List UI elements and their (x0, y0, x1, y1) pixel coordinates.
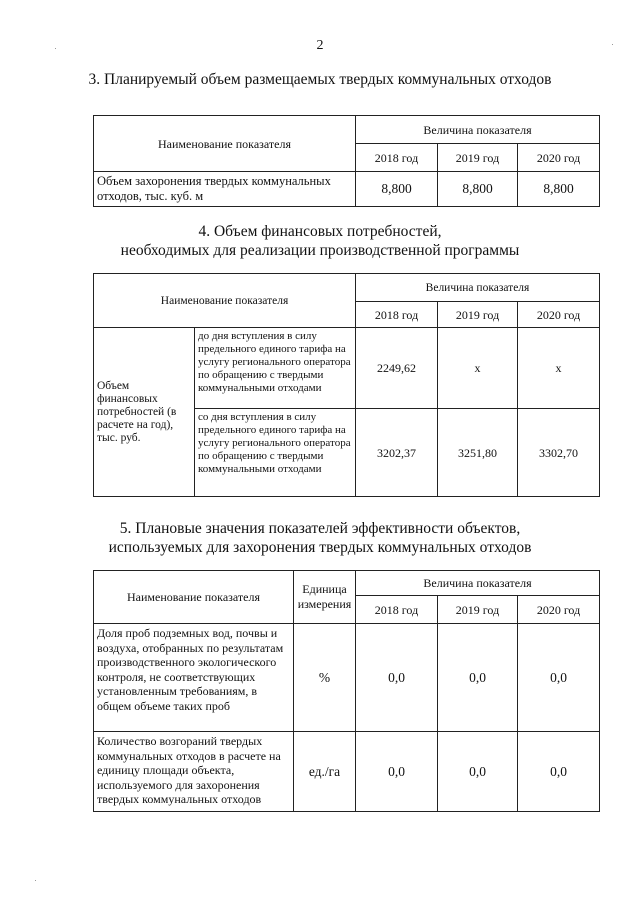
s3-value-2020: 8,800 (518, 172, 600, 207)
s5-row-2-value-2019: 0,0 (438, 732, 518, 812)
s3-year-2019: 2019 год (438, 144, 518, 172)
s4-row-2-label: со дня вступления в силу предельного единого тарифа на услугу регионального оператора по обращению с твердыми коммунальными отходами (195, 409, 356, 497)
s5-name-header: Наименование показателя (94, 571, 294, 624)
s4-value-header: Величина показателя (356, 274, 600, 302)
s4-row-2-value-2018: 3202,37 (356, 409, 438, 497)
s3-value-2019: 8,800 (438, 172, 518, 207)
scan-speck (55, 48, 56, 49)
scan-speck (35, 880, 36, 881)
page-number: 2 (316, 38, 324, 53)
section-4-title-line2: необходимых для реализации производственной программы (120, 242, 520, 259)
s3-year-2020: 2020 год (518, 144, 600, 172)
s5-row-2-unit: ед./га (294, 732, 356, 812)
s5-row-1-value-2020: 0,0 (518, 624, 600, 732)
s4-year-2019: 2019 год (438, 302, 518, 328)
s3-name-header: Наименование показателя (94, 116, 356, 172)
s4-year-2020: 2020 год (518, 302, 600, 328)
s5-row-1-unit: % (294, 624, 356, 732)
s4-group-label: Объем финансовых потребностей (в расчете на год), тыс. руб. (94, 328, 195, 497)
s5-year-2020: 2020 год (518, 596, 600, 624)
s5-row-1-label: Доля проб подземных вод, почвы и воздуха, отобранных по результатам производственного экологического контроля, не соответствующих установленным требованиям, в общем объеме таких проб (94, 624, 294, 732)
s5-year-2018: 2018 год (356, 596, 438, 624)
s4-row-1-value-2019: х (438, 328, 518, 409)
s4-year-2018: 2018 год (356, 302, 438, 328)
s5-year-2019: 2019 год (438, 596, 518, 624)
s5-row-2-label: Количество возгораний твердых коммунальных отходов в расчете на единицу площади объекта, используемого для захоронения твердых коммунальных отходов (94, 732, 294, 812)
section-5-title-line2: используемых для захоронения твердых коммунальных отходов (108, 539, 532, 556)
s5-unit-header: Единица измерения (294, 571, 356, 624)
s4-row-1-label: до дня вступления в силу предельного единого тарифа на услугу регионального оператора по обращению с твердыми коммунальными отходами (195, 328, 356, 409)
s3-year-2018: 2018 год (356, 144, 438, 172)
section-4-title-line1: 4. Объем финансовых потребностей, (198, 223, 442, 240)
s4-row-2-value-2019: 3251,80 (438, 409, 518, 497)
s4-name-header: Наименование показателя (94, 274, 356, 328)
s5-value-header: Величина показателя (356, 571, 600, 596)
section-3-table (93, 115, 600, 207)
section-5-title-line1: 5. Плановые значения показателей эффективности объектов, (119, 520, 521, 537)
s5-row-2-value-2018: 0,0 (356, 732, 438, 812)
section-4-table (93, 273, 600, 497)
s4-row-2-value-2020: 3302,70 (518, 409, 600, 497)
section-5-table (93, 570, 600, 812)
s4-row-1-value-2020: х (518, 328, 600, 409)
s3-row-label: Объем захоронения твердых коммунальных отходов, тыс. куб. м (94, 172, 356, 207)
scan-speck (612, 44, 613, 45)
s5-row-1-value-2018: 0,0 (356, 624, 438, 732)
s5-row-1-value-2019: 0,0 (438, 624, 518, 732)
s3-value-2018: 8,800 (356, 172, 438, 207)
section-3-title: 3. Планируемый объем размещаемых твердых коммунальных отходов (88, 71, 552, 88)
s4-row-1-value-2018: 2249,62 (356, 328, 438, 409)
s3-value-header: Величина показателя (356, 116, 600, 144)
s5-row-2-value-2020: 0,0 (518, 732, 600, 812)
